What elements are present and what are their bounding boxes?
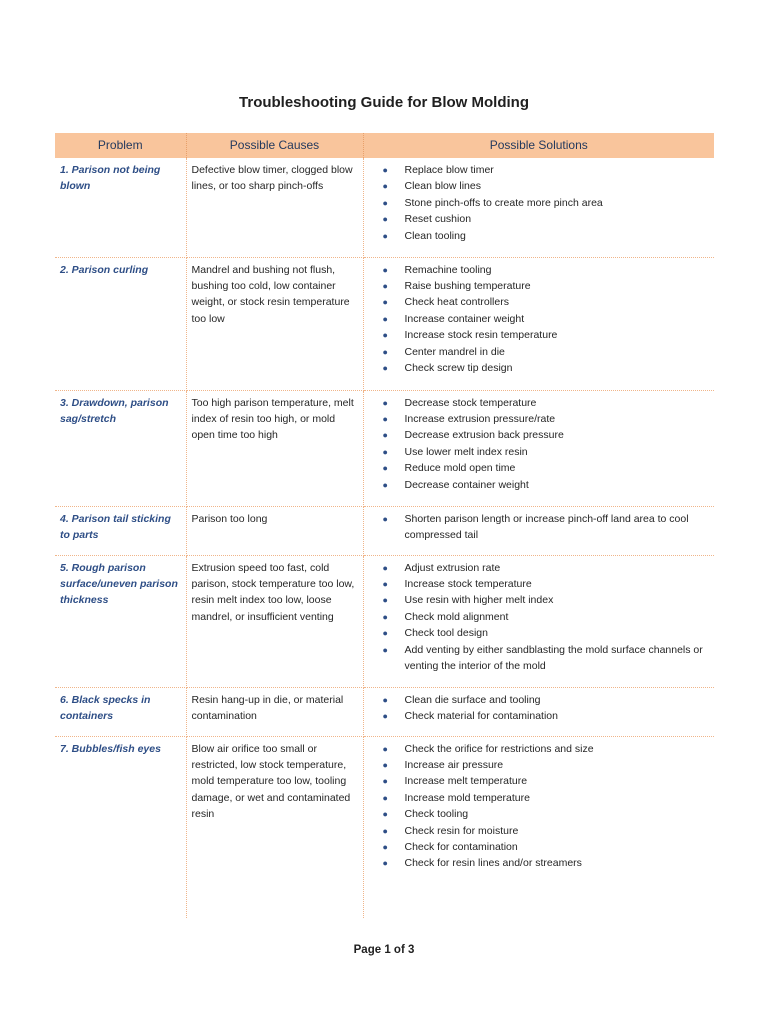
solution-text: Reduce mold open time <box>404 462 516 475</box>
solution-text: Center mandrel in die <box>404 345 505 358</box>
solution-item <box>383 511 710 544</box>
solutions-list <box>369 511 710 544</box>
bullet-icon: ● <box>382 397 388 408</box>
solution-text: Stone pinch-offs to create more pinch area <box>404 196 603 209</box>
solution-item <box>383 692 710 708</box>
solution-item <box>383 576 710 592</box>
table-row <box>55 158 714 257</box>
solution-item <box>383 360 710 376</box>
bullet-icon: ● <box>382 446 388 457</box>
solution-item <box>383 395 710 411</box>
solutions-cell <box>363 158 714 257</box>
table-row <box>55 506 714 555</box>
solution-item <box>383 773 710 789</box>
solution-text: Check heat controllers <box>404 296 509 309</box>
bullet-icon: ● <box>382 197 388 208</box>
solutions-list <box>369 692 710 725</box>
solutions-cell <box>363 506 714 555</box>
cause-cell: Blow air orifice too small or restricted, low stock temperature, mold temperature too low, tooling damage, or wet and contaminated resin <box>186 736 363 918</box>
bullet-icon: ● <box>382 792 388 803</box>
solution-text: Increase extrusion pressure/rate <box>404 412 556 425</box>
problem-cell: 5. Rough parison surface/uneven parison thickness <box>55 555 186 687</box>
bullet-icon: ● <box>382 362 388 373</box>
solution-item <box>383 327 710 343</box>
bullet-icon: ● <box>382 479 388 490</box>
solutions-list <box>369 560 710 675</box>
bullet-icon: ● <box>382 330 388 341</box>
problem-cell: 2. Parison curling <box>55 257 186 390</box>
solution-text: Check for contamination <box>404 840 518 853</box>
solution-item <box>383 211 710 227</box>
cause-cell: Extrusion speed too fast, cold parison, stock temperature too low, resin melt index too low, loose mandrel, or insufficient venting <box>186 555 363 687</box>
solution-text: Remachine tooling <box>404 263 492 276</box>
solution-text: Check material for contamination <box>404 709 558 722</box>
solution-item <box>383 294 710 310</box>
solution-text: Clean tooling <box>404 229 466 242</box>
bullet-icon: ● <box>382 181 388 192</box>
solution-item <box>383 806 710 822</box>
cause-cell: Parison too long <box>186 506 363 555</box>
solution-text: Increase stock resin temperature <box>404 329 558 342</box>
problem-cell: 3. Drawdown, parison sag/stretch <box>55 390 186 506</box>
bullet-icon: ● <box>382 430 388 441</box>
solution-text: Check for resin lines and/or streamers <box>404 857 582 870</box>
solutions-cell <box>363 555 714 687</box>
table-row <box>55 555 714 687</box>
solution-text: Adjust extrusion rate <box>404 561 501 574</box>
solutions-cell <box>363 687 714 736</box>
solution-item <box>383 609 710 625</box>
cause-cell: Too high parison temperature, melt index of resin too high, or mold open time too high <box>186 390 363 506</box>
solution-text: Add venting by either sandblasting the mold surface channels or venting the interior of the mold <box>404 643 703 672</box>
solution-text: Increase melt temperature <box>404 775 528 788</box>
solution-text: Increase stock temperature <box>404 577 532 590</box>
solution-item <box>383 560 710 576</box>
problem-cell: 4. Parison tail sticking to parts <box>55 506 186 555</box>
bullet-icon: ● <box>382 825 388 836</box>
header-possible-causes: Possible Causes <box>186 133 363 158</box>
page-title: Troubleshooting Guide for Blow Molding <box>239 94 529 111</box>
bullet-icon: ● <box>382 463 388 474</box>
table-header-row <box>55 133 714 158</box>
solution-text: Shorten parison length or increase pinch-off land area to cool compressed tail <box>404 512 689 541</box>
bullet-icon: ● <box>382 165 388 175</box>
solution-item <box>383 592 710 608</box>
bullet-icon: ● <box>382 413 388 424</box>
solutions-list <box>369 741 710 872</box>
bullet-icon: ● <box>382 230 388 241</box>
solution-item <box>383 162 710 178</box>
solution-text: Decrease stock temperature <box>404 396 537 409</box>
solution-item <box>383 708 710 724</box>
cause-cell: Defective blow timer, clogged blow lines, or too sharp pinch-offs <box>186 158 363 257</box>
header-possible-solutions: Possible Solutions <box>363 133 714 158</box>
solution-item <box>383 839 710 855</box>
solution-text: Check the orifice for restrictions and size <box>404 742 594 755</box>
solution-item <box>383 411 710 427</box>
table-row <box>55 390 714 506</box>
bullet-icon: ● <box>382 562 388 573</box>
solution-item <box>383 195 710 211</box>
page-number: Page 1 of 3 <box>353 944 415 956</box>
bullet-icon: ● <box>382 513 388 524</box>
solution-text: Check mold alignment <box>404 610 509 623</box>
bullet-icon: ● <box>382 743 388 754</box>
bullet-icon: ● <box>382 578 388 589</box>
solution-text: Clean die surface and tooling <box>404 693 541 706</box>
bullet-icon: ● <box>382 776 388 787</box>
solution-item <box>383 790 710 806</box>
solutions-cell <box>363 390 714 506</box>
solution-item <box>383 262 710 278</box>
solution-text: Decrease extrusion back pressure <box>404 429 564 442</box>
bullet-icon: ● <box>382 214 388 225</box>
troubleshooting-table <box>55 133 714 918</box>
header-problem: Problem <box>55 133 186 158</box>
solutions-list <box>369 262 710 377</box>
solution-text: Increase air pressure <box>404 758 504 771</box>
problem-cell: 7. Bubbles/fish eyes <box>55 736 186 918</box>
bullet-icon: ● <box>382 595 388 606</box>
bullet-icon: ● <box>382 297 388 308</box>
solution-item <box>383 477 710 493</box>
bullet-icon: ● <box>382 841 388 852</box>
solution-item <box>383 741 710 757</box>
solution-item <box>383 228 710 244</box>
bullet-icon: ● <box>382 710 388 721</box>
solution-item <box>383 625 710 641</box>
solutions-list <box>369 395 710 493</box>
bullet-icon: ● <box>382 313 388 324</box>
bullet-icon: ● <box>382 628 388 639</box>
bullet-icon: ● <box>382 858 388 869</box>
solution-text: Check screw tip design <box>404 361 513 374</box>
table-row <box>55 736 714 918</box>
solution-item <box>383 823 710 839</box>
cause-cell: Resin hang-up in die, or material contamination <box>186 687 363 736</box>
solution-text: Check resin for moisture <box>404 824 519 837</box>
bullet-icon: ● <box>382 694 388 705</box>
bullet-icon: ● <box>382 280 388 291</box>
solution-text: Reset cushion <box>404 213 472 226</box>
solution-text: Increase mold temperature <box>404 791 530 804</box>
solutions-cell <box>363 736 714 918</box>
solution-text: Use lower melt index resin <box>404 445 528 458</box>
bullet-icon: ● <box>382 346 388 357</box>
problem-cell: 1. Parison not being blown <box>55 158 186 257</box>
solution-item <box>383 311 710 327</box>
bullet-icon: ● <box>382 809 388 820</box>
solution-item <box>383 642 710 675</box>
bullet-icon: ● <box>382 611 388 622</box>
bullet-icon: ● <box>382 759 388 770</box>
solution-text: Raise bushing temperature <box>404 279 531 292</box>
solution-text: Increase container weight <box>404 312 525 325</box>
solutions-cell <box>363 257 714 390</box>
solution-item <box>383 278 710 294</box>
solution-item <box>383 460 710 476</box>
solution-text: Clean blow lines <box>404 180 481 193</box>
solutions-list <box>369 162 710 244</box>
table-body <box>55 158 714 918</box>
solution-item <box>383 855 710 871</box>
solution-item <box>383 427 710 443</box>
bullet-icon: ● <box>382 644 388 655</box>
solution-text: Decrease container weight <box>404 478 529 491</box>
solution-text: Use resin with higher melt index <box>404 594 554 607</box>
problem-cell: 6. Black specks in containers <box>55 687 186 736</box>
solution-text: Replace blow timer <box>404 164 494 176</box>
cause-cell: Mandrel and bushing not flush, bushing too cold, low container weight, or stock resin temperature too low <box>186 257 363 390</box>
solution-text: Check tooling <box>404 808 469 821</box>
bullet-icon: ● <box>382 264 388 275</box>
table-row <box>55 257 714 390</box>
solution-item <box>383 178 710 194</box>
table-row <box>55 687 714 736</box>
solution-item <box>383 444 710 460</box>
solution-text: Check tool design <box>404 627 488 640</box>
solution-item <box>383 757 710 773</box>
solution-item <box>383 344 710 360</box>
